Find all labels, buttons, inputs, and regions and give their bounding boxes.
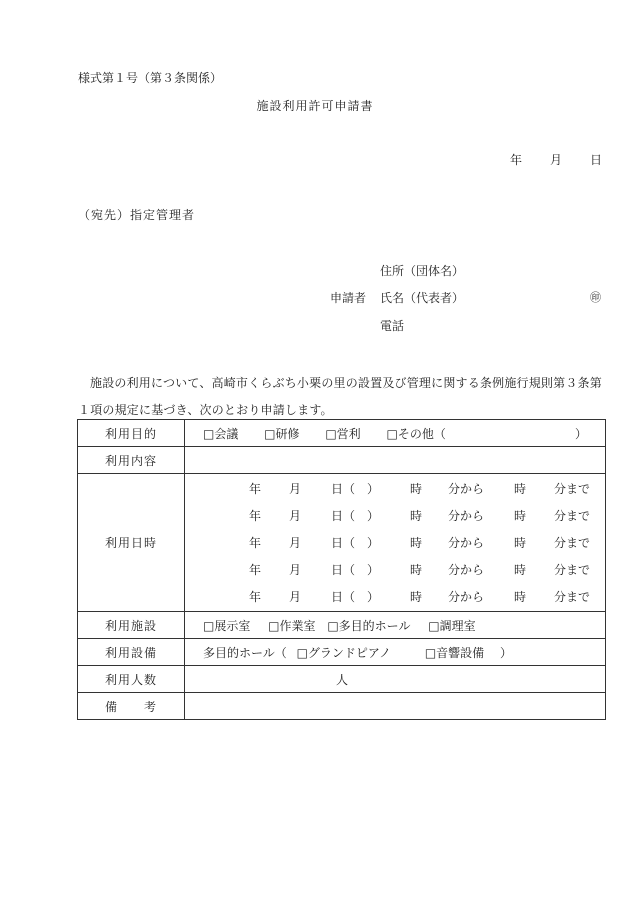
purpose-option-meeting[interactable]: □会議 (203, 426, 239, 441)
datetime-from: 分から (448, 590, 485, 604)
datetime-row (78, 474, 606, 612)
content-label: 利用内容 (78, 447, 185, 474)
datetime-month: 月 (289, 590, 302, 604)
purpose-row (78, 420, 606, 447)
datetime-month: 月 (289, 509, 302, 523)
purpose-option-training[interactable]: □研修 (264, 426, 300, 441)
datetime-from: 分から (448, 482, 485, 496)
datetime-line (203, 475, 605, 502)
purpose-option-commercial[interactable]: □営利 (325, 426, 361, 441)
datetime-day: 日（ ） (331, 482, 380, 496)
address-field-label: 住所（団体名） (380, 264, 465, 278)
facility-option-exhibition[interactable]: □展示室 (203, 618, 251, 633)
datetime-day: 日（ ） (331, 563, 380, 577)
datetime-month: 月 (289, 536, 302, 550)
datetime-lines (185, 474, 606, 612)
count-row (78, 666, 606, 693)
datetime-day: 日（ ） (331, 590, 380, 604)
remarks-field[interactable] (185, 693, 606, 720)
facility-label: 利用施設 (78, 612, 185, 639)
purpose-label: 利用目的 (78, 420, 185, 447)
datetime-day: 日（ ） (331, 509, 380, 523)
datetime-from: 分から (448, 509, 485, 523)
purpose-options (185, 420, 606, 447)
datetime-month: 月 (289, 563, 302, 577)
count-field[interactable] (185, 666, 606, 693)
addressee: （宛先）指定管理者 (78, 208, 196, 222)
equipment-suffix: ） (499, 645, 512, 660)
datetime-hour2: 時 (514, 590, 527, 604)
datetime-hour2: 時 (514, 536, 527, 550)
datetime-year: 年 (249, 509, 262, 523)
application-statement (78, 370, 608, 424)
date-month: 月 (550, 153, 563, 167)
equipment-option-piano[interactable]: □グランドピアノ (296, 645, 391, 660)
statement-text: 施設の利用について、高崎市くらぶち小栗の里の設置及び管理に関する条例施行規則第３条第１項の規定に基づき、次のとおり申請します。 (78, 376, 602, 417)
applicant-label: 申請者 (330, 291, 367, 305)
equipment-row (78, 639, 606, 666)
document-title: 施設利用許可申請書 (256, 99, 374, 113)
application-table (77, 419, 606, 720)
equipment-prefix: 多目的ホール（ (203, 645, 287, 660)
count-label: 利用人数 (78, 666, 185, 693)
datetime-year: 年 (249, 482, 262, 496)
content-row (78, 447, 606, 474)
facility-row (78, 612, 606, 639)
datetime-label: 利用日時 (78, 474, 185, 612)
equipment-label: 利用設備 (78, 639, 185, 666)
datetime-hour2: 時 (514, 563, 527, 577)
count-unit: 人 (336, 672, 349, 687)
remarks-label: 備 考 (78, 693, 185, 720)
form-number: 様式第１号（第３条関係） (78, 71, 223, 85)
datetime-line (203, 556, 605, 583)
datetime-from: 分から (448, 536, 485, 550)
equipment-option-sound[interactable]: □音響設備 (424, 645, 485, 660)
facility-option-kitchen[interactable]: □調理室 (428, 618, 476, 633)
content-field[interactable] (185, 447, 606, 474)
datetime-year: 年 (249, 536, 262, 550)
datetime-year: 年 (249, 563, 262, 577)
datetime-until: 分まで (554, 563, 591, 577)
datetime-until: 分まで (554, 482, 591, 496)
seal-mark: ㊞ (590, 291, 601, 304)
datetime-hour1: 時 (410, 482, 423, 496)
datetime-from: 分から (448, 563, 485, 577)
purpose-option-other[interactable]: □その他（ (386, 426, 446, 441)
datetime-hour2: 時 (514, 482, 527, 496)
datetime-day: 日（ ） (331, 536, 380, 550)
date-year: 年 (510, 153, 523, 167)
datetime-hour1: 時 (410, 536, 423, 550)
datetime-hour1: 時 (410, 590, 423, 604)
datetime-hour1: 時 (410, 509, 423, 523)
phone-field-label: 電話 (380, 319, 405, 333)
date-day: 日 (590, 153, 603, 167)
datetime-until: 分まで (554, 536, 591, 550)
datetime-hour2: 時 (514, 509, 527, 523)
datetime-line (203, 583, 605, 610)
datetime-until: 分まで (554, 590, 591, 604)
datetime-line (203, 502, 605, 529)
datetime-month: 月 (289, 482, 302, 496)
datetime-year: 年 (249, 590, 262, 604)
facility-option-workroom[interactable]: □作業室 (268, 618, 316, 633)
equipment-options (185, 639, 606, 666)
datetime-hour1: 時 (410, 563, 423, 577)
remarks-row (78, 693, 606, 720)
datetime-line (203, 529, 605, 556)
datetime-until: 分まで (554, 509, 591, 523)
facility-option-hall[interactable]: □多目的ホール (327, 618, 411, 633)
name-field-label: 氏名（代表者） (380, 291, 465, 305)
facility-options (185, 612, 606, 639)
purpose-other-close: ） (575, 427, 588, 441)
